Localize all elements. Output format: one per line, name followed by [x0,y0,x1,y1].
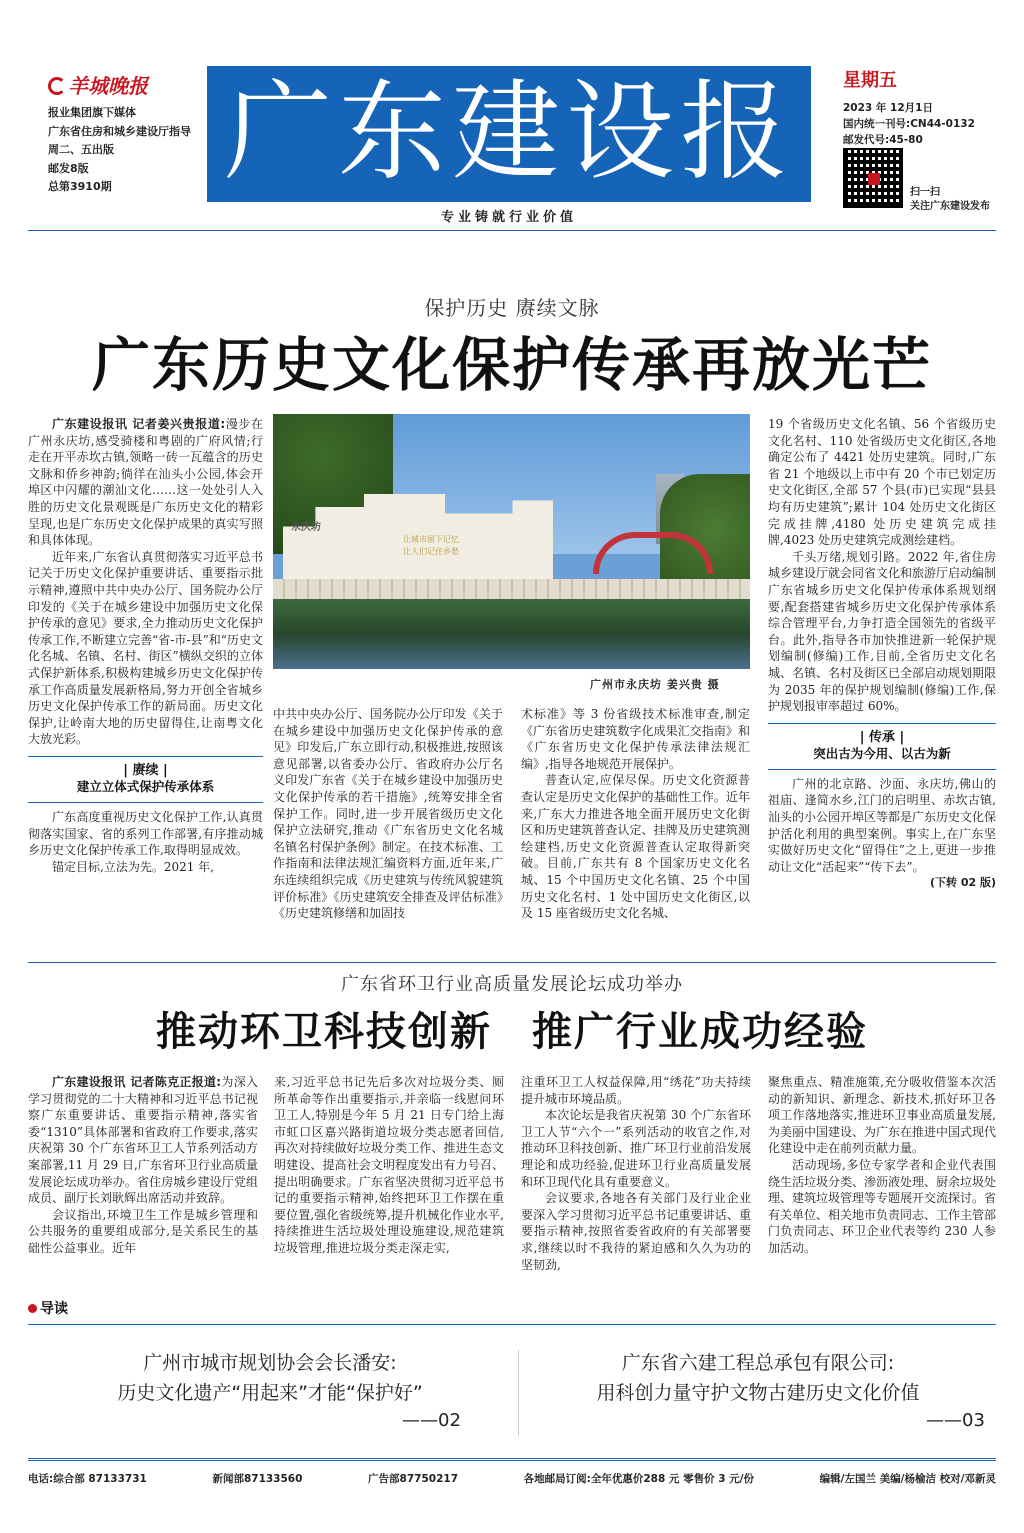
paragraph: 术标准》等 3 份省级技术标准审查,制定《广东省历史建筑数字化成果汇交指南》和《广东省历史文化保护传承法律法规汇编》,指导各地规范开展保护。 [521,707,750,771]
guide-top-rule [28,1324,996,1325]
photo-yongqing-fang [273,414,750,669]
masthead-issue-info [843,66,975,148]
story2-column-3 [521,1074,751,1273]
paragraph: 会议指出,环境卫生工作是城乡管理和公共服务的重要组成部分,是关系民生的基础性公益事业。近年 [28,1207,258,1255]
section-tag: | 传承 | [859,729,905,745]
newspaper-group-logo [48,70,148,99]
section-title: 突出古为今用、以古为新 [813,746,951,762]
headline-part: 推广行业成功经验 [532,1008,868,1055]
section-title: 建立立体式保护传承体系 [76,779,215,795]
story2-column-2 [274,1074,504,1257]
guide-label-text: 导读 [40,1301,68,1317]
story2-kicker: 广东省环卫行业高质量发展论坛成功举办 [341,974,683,995]
footer-ad-dept: 广告部87750217 [368,1473,458,1485]
postal-code: 邮发代号:45-80 [843,134,923,146]
masthead-meta [48,104,191,197]
paragraph: 为深入学习贯彻党的二十大精神和习近平总书记视察广东重要讲话、重要指示精神,落实省委“1310”具体部署和省政府工作要求,落实庆祝第 30 个广东省环卫工人节系列活动方案部署,11 月 29 日,广东省环卫行业高质量发展论坛成功举办。省住房城乡建设厅党组成员、副厅长刘耿辉出席活动并致辞。 [28,1075,258,1206]
story2-column-1 [28,1074,258,1257]
section-divider [28,756,263,757]
paragraph: 广州的北京路、沙面、永庆坊,佛山的祖庙、逢简水乡,江门的启明里、赤坎古镇,汕头的小公园开埠区等都是广东历史文化保护活化利用的典型案例。事实上,在广东坚实做好历史文化“留得住”之上,更进一步推动让文化“活起来”“传下去”。 [768,776,997,874]
newspaper-title: 广东建设报 [223,70,794,195]
story2-column-4 [768,1074,996,1257]
paragraph: 活动现场,多位专家学者和企业代表围绕生活垃圾分类、渗沥液处理、厨余垃圾处理、建筑垃圾管理等专题展开交流探讨。省有关单位、相关地市负责同志、工作主管部门负责同志、环卫企业代表等约 230 人参加活动。 [768,1157,997,1255]
footer-subscription: 各地邮局订阅:全年优惠价288 元 零售价 3 元/份 [523,1473,755,1485]
photo-wall-text [403,534,459,558]
photo-railing [273,579,750,599]
guide-item-page-02[interactable] [40,1348,500,1408]
paragraph: 锚定目标,立法为先。2021 年, [52,859,214,874]
story1-headline: 广东历史文化保护传承再放光芒 [91,331,932,399]
guide-line: 广州市城市规划协会会长潘安: [143,1352,397,1374]
wall-text-line: 让城市留下记忆 [403,535,459,544]
weekday: 星期五 [843,70,897,91]
footer-news-dept: 新闻部87133560 [212,1473,303,1485]
byline: 广东建设报讯 记者姜兴贵报道: [52,417,226,431]
story1-column-3 [521,706,750,922]
paragraph: 中共中央办公厅、国务院办公厅印发《关于在城乡建设中加强历史文化保护传承的意见》印发后,广东立即行动,积极推进,按照该意见部署,以省委办公厅、省政府办公厅名义印发广东省《关于在城乡建设中加强历史文化保护传承的若干措施》,统筹安排全省保护工作。同时,进一步开展省级历史文化保护立法研究,推动《广东省历史文化名城名镇名村保护条例》制定。在技术标准、工作指南和法律法规汇编资料方面,近年来,广东连续组织完成《历史建筑与传统风貌建筑评价标准》《历史建筑安全排查及评估标准》《历史建筑修缮和加固技 [273,707,503,921]
guide-divider [518,1350,519,1436]
story1-column-4 [768,416,996,892]
section-divider [768,723,996,724]
story-divider [28,962,996,963]
masthead-title-box [207,66,811,202]
headline-part: 推动环卫科技创新 [156,1008,492,1055]
section-divider [768,769,996,770]
story2-headline [0,1006,1024,1058]
story1-kicker: 保护历史 赓续文脉 [424,296,600,320]
paragraph: 注重环卫工人权益保障,用“绣花”功夫持续提升城市环境品质。 [521,1075,751,1106]
paragraph: 漫步在广州永庆坊,感受骑楼和粤剧的广府风情;行走在开平赤坎古镇,领略一砖一瓦蕴含的历史文脉和侨乡神韵;徜徉在汕头小公园,体会开埠区中闪耀的潮汕文化……这一处处引人入胜的历史文化景观既是广东历史文化的精彩呈现,也是广东历史文化保护成果的真实写照和具体体现。 [28,417,263,548]
qr-code-icon[interactable] [843,148,903,208]
qr-caption-line: 关注广东建设发布 [910,201,990,212]
guide-item-page-03[interactable] [528,1348,988,1408]
guide-line: 广东省六建工程总承包有限公司: [621,1352,895,1374]
issn: 国内统一刊号:CN44-0132 [843,118,975,130]
paragraph: 来,习近平总书记先后多次对垃圾分类、厕所革命等作出重要指示,并亲临一线慰问环卫工人,特别是今年 5 月 21 日专门给上海市虹口区嘉兴路街道垃圾分类志愿者回信,再次对持续做好垃圾分类工作、推进生态文明建设、提高社会文明程度发出有力号召、提出明确要求。广东省坚决贯彻习近平总书记的重要指示精神,始终把环卫工作摆在重要位置,强化省级统筹,提升机械化作业水平,持续推进生活垃圾处理设施建设,规范建筑垃圾管理,推进垃圾分类走深走实, [274,1075,504,1255]
masthead-divider [28,230,996,231]
logo-text: 羊城晚报 [68,74,148,98]
section-divider [28,802,263,803]
meta-line: 报业集团旗下媒体 [48,106,136,119]
story1-column-1 [28,416,263,875]
guide-line: 用科创力量守护文物古建历史文化价值 [596,1382,920,1404]
photo-water [273,599,750,669]
masthead-slogan: 专业铸就行业价值 [440,210,577,225]
byline: 广东建设报讯 记者陈克正报道: [52,1075,222,1089]
photo-caption: 广州市永庆坊 姜兴贵 摄 [590,678,720,691]
guide-page-ref[interactable]: ——02 [402,1410,461,1431]
footer [28,1471,996,1486]
paragraph: 19 个省级历史文化名镇、56 个省级历史文化名村、110 处省级历史文化街区,各地确定公布了 4421 处历史建筑。同时,广东省 21 个地级以上市中有 20 个市已划定历史文化街区,全部 57 个县(市)已实现“县县均有历史建筑”;累计 104 处历史文化街区完成挂牌,4180 处历史建筑完成挂牌,4023 处历史建筑完成测绘建档。 [768,417,996,548]
section-tag: | 赓续 | [123,762,168,778]
logo-swirl-icon [48,77,66,95]
meta-line: 周二、五出版 [48,143,114,156]
story1-column-2 [273,706,503,922]
continued-on-page[interactable]: (下转 02 版) [929,876,996,890]
guide-page-ref[interactable]: ——03 [926,1410,985,1431]
photo-sign: 永庆坊 [291,522,321,533]
issue-date: 2023 年 12月1日 [843,102,933,114]
footer-rule [28,1458,996,1461]
footer-editors: 编辑/左国兰 美编/杨榆洁 校对/邓新灵 [819,1473,996,1485]
paragraph: 会议要求,各地各有关部门及行业企业要深入学习贯彻习近平总书记重要讲话、重要指示精神,按照省委省政府的有关部署要求,继续以时不我待的紧迫感和久久为功的坚韧劲, [521,1191,751,1272]
guide-line: 历史文化遗产“用起来”才能“保护好” [117,1382,423,1404]
meta-line: 邮发8版 [48,161,89,175]
paragraph: 近年来,广东省认真贯彻落实习近平总书记关于历史文化保护重要讲话、重要指示批示精神,遵照中共中央办公厅、国务院办公厅印发的《关于在城乡建设中加强历史文化保护传承的意见》要求,全力推动历史文化保护传承工作,不断建立完善“省-市-县”和“历史文化名城、名镇、名村、街区”横纵交织的立体式保护新体系,积极构建城乡历史文化保护传承工作高质量发展新格局,努力开创全省城乡历史文化保护传承工作的新局面。历史文化保护,让岭南大地的历史留得住,让南粤文化大放光彩。 [28,549,263,747]
paragraph: 普查认定,应保尽保。历史文化资源普查认定是历史文化保护的基础性工作。近年来,广东大力推进各地全面开展历史文化街区和历史建筑普查认定、挂牌及历史建筑测绘建档,历史文化资源普查认定取得新突破。目前,广东共有 8 个国家历史文化名城、15 个中国历史文化名镇、25 个中国历史文化名村、1 处中国历史文化街区,以及 15 座省级历史文化名城、 [521,773,750,921]
footer-phone: 电话:综合部 87133731 [28,1473,147,1485]
guide-label [28,1298,68,1318]
paragraph: 聚焦重点、精准施策,充分吸收借鉴本次活动的新知识、新理念、新技术,抓好环卫各项工作落地落实,推进环卫事业高质量发展,为美丽中国建设、为广东在推进中国式现代化建设中走在前列贡献力量。 [768,1075,997,1156]
meta-line: 总第3910期 [48,180,112,193]
meta-line: 广东省住房和城乡建设厅指导 [48,124,191,138]
paragraph: 广东高度重视历史文化保护工作,认真贯彻落实国家、省的系列工作部署,有序推动城乡历史文化保护传承工作,取得明显成效。 [28,810,263,858]
qr-caption [910,186,990,214]
paragraph: 千头万绪,规划引路。2022 年,省住房城乡建设厅就会同省文化和旅游厅启动编制广东省城乡历史文化保护传承体系规划纲要,配套搭建省城乡历史文化保护传承体系综合管理平台,力争打造全国领先的省级平台。此外,指导各市加快推进新一轮保护规划编制(修编)工作,目前,全省历史文化名城、名镇、名村及街区已全部启动规划期限为 2035 年的保护规划编制(修编)工作,保护规划报审率超过 60%。 [768,549,997,714]
wall-text-line: 让人们记住乡愁 [403,547,459,556]
qr-caption-line: 扫一扫 [910,187,940,198]
red-dot-icon [28,1304,37,1313]
paragraph: 本次论坛是我省庆祝第 30 个广东省环卫工人节“六个一”系列活动的收官之作,对推动环卫科技创新、推广环卫行业前沿发展理论和成功经验,促进环卫行业高质量发展和环卫现代化具有重要意义。 [521,1108,751,1189]
